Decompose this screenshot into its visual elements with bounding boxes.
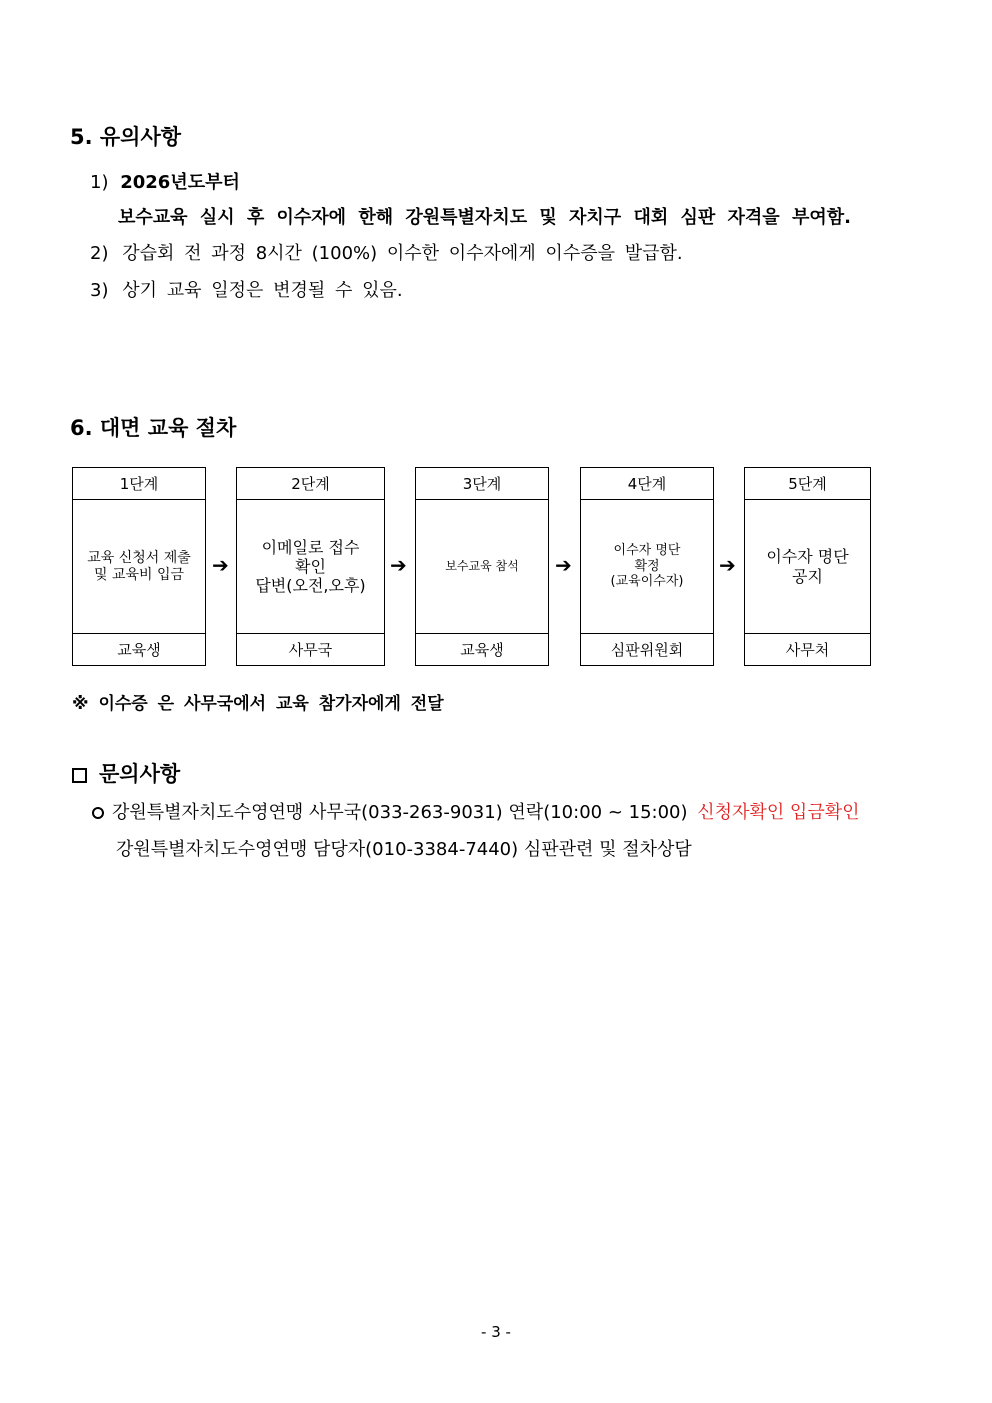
stage-box-4 [580, 467, 714, 666]
page-number: - 3 - [481, 1323, 511, 1341]
arrow-right-icon: ➔ [555, 553, 572, 577]
stage-1-step: 1단계 [73, 468, 205, 500]
stage-2-desc [237, 499, 384, 634]
stage-3-step: 3단계 [416, 468, 548, 500]
stage-2-line-1: 이메일로 접수 [261, 537, 360, 557]
certificate-note: ※ 이수증 은 사무국에서 교육 참가자에게 전달 [72, 694, 444, 714]
note-item-1-text: 2026년도부터 [120, 172, 240, 193]
note-item-1 [90, 168, 240, 194]
inquiry-line-1-text: 강원특별자치도수영연맹 사무국(033-263-9031) 연락(10:00 ~ 15:00) [112, 802, 688, 823]
note-item-2-text: 강습회 전 과정 8시간 (100%) 이수한 이수자에게 이수증을 발급함. [122, 243, 683, 264]
stage-4-line-3: (교육이수자) [610, 574, 684, 590]
stage-2-line-2: 확인 [295, 556, 326, 576]
note-item-1-num: 1) [90, 172, 109, 193]
stage-box-5 [744, 467, 871, 666]
stage-3-actor: 교육생 [416, 633, 548, 665]
inquiry-title: 문의사항 [99, 762, 181, 786]
inquiry-line-2: 강원특별자치도수영연맹 담당자(010-3384-7440) 심판관련 및 절차상담 [116, 839, 692, 860]
stage-4-step: 4단계 [581, 468, 713, 500]
stage-5-line-1: 이수자 명단 [766, 547, 849, 567]
checkbox-icon [72, 768, 87, 783]
stage-box-1 [72, 467, 206, 666]
stage-1-line-2: 및 교육비 입금 [93, 566, 185, 583]
section6-title: 6. 대면 교육 절차 [70, 416, 237, 440]
arrow-right-icon: ➔ [719, 553, 736, 577]
stage-5-desc [745, 499, 870, 634]
stage-5-line-2: 공지 [792, 566, 823, 586]
stage-4-actor: 심판위원회 [581, 633, 713, 665]
note-item-1-detail: 보수교육 실시 후 이수자에 한해 강원특별자치도 및 자치구 대회 심판 자격을 부여함. [118, 207, 851, 228]
stage-1-actor: 교육생 [73, 633, 205, 665]
stage-5-step: 5단계 [745, 468, 870, 500]
inquiry-heading [72, 758, 180, 788]
stage-4-line-1: 이수자 명단 [613, 543, 681, 559]
note-item-2-num: 2) [90, 243, 109, 264]
section5-title: 5. 유의사항 [70, 125, 182, 149]
stage-4-line-2: 확정 [634, 558, 660, 574]
stage-box-3 [415, 467, 549, 666]
note-item-2 [90, 239, 683, 265]
stage-box-2 [236, 467, 385, 666]
stage-4-desc [581, 499, 713, 634]
stage-2-line-3: 답변(오전,오후) [255, 576, 366, 596]
stage-1-desc [73, 499, 205, 634]
note-item-3-num: 3) [90, 280, 109, 301]
inquiry-line-1 [92, 798, 859, 824]
inquiry-highlight: 신청자확인 입금확인 [697, 802, 860, 823]
arrow-right-icon: ➔ [390, 553, 407, 577]
stage-3-line-1: 보수교육 참석 [445, 559, 519, 574]
stage-1-line-1: 교육 신청서 제출 [87, 549, 191, 566]
stage-2-step: 2단계 [237, 468, 384, 500]
note-item-3-text: 상기 교육 일정은 변경될 수 있음. [122, 280, 403, 301]
stage-3-desc [416, 499, 548, 634]
note-item-3 [90, 276, 403, 302]
stage-5-actor: 사무처 [745, 633, 870, 665]
circle-bullet-icon [92, 807, 104, 819]
arrow-right-icon: ➔ [212, 553, 229, 577]
stage-2-actor: 사무국 [237, 633, 384, 665]
